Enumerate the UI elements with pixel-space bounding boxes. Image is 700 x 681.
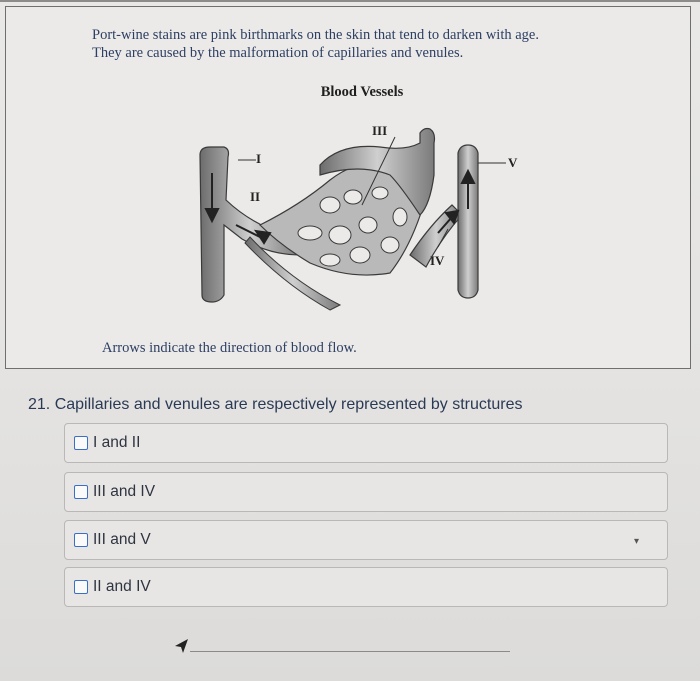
- top-divider: [0, 0, 700, 2]
- option-label: III and IV: [93, 483, 156, 500]
- option-label: III and V: [93, 531, 151, 548]
- checkbox-icon[interactable]: [74, 485, 88, 499]
- vein-vessel: [458, 145, 478, 298]
- dropdown-caret-icon: ▾: [633, 536, 639, 547]
- answer-line: [190, 651, 510, 652]
- label-I: I: [256, 151, 262, 166]
- answer-option-2[interactable]: [64, 472, 668, 512]
- checkbox-icon[interactable]: [74, 436, 88, 450]
- checkbox-icon[interactable]: [74, 533, 88, 547]
- figure-note: Arrows indicate the direction of blood flow.: [102, 340, 357, 356]
- label-II: II: [250, 189, 261, 204]
- label-III: III: [372, 123, 388, 138]
- label-IV: IV: [430, 253, 445, 268]
- caption-line-2: They are caused by the malformation of capillaries and venules.: [92, 45, 464, 61]
- label-V: V: [508, 155, 518, 170]
- figure-caption: [92, 26, 622, 62]
- answer-option-1[interactable]: [64, 423, 668, 463]
- blood-vessels-diagram: [190, 105, 530, 320]
- checkbox-icon[interactable]: [74, 580, 88, 594]
- answer-option-3[interactable]: [64, 520, 668, 560]
- option-label: I and II: [93, 434, 141, 451]
- caption-line-1: Port-wine stains are pink birthmarks on the skin that tend to darken with age.: [92, 27, 539, 43]
- figure-title: Blood Vessels: [320, 84, 404, 100]
- option-label: II and IV: [93, 578, 151, 595]
- question-text: 21. Capillaries and venules are respectively represented by structures: [28, 396, 523, 413]
- mouse-pointer-icon: [174, 637, 190, 655]
- answer-option-4[interactable]: [64, 567, 668, 607]
